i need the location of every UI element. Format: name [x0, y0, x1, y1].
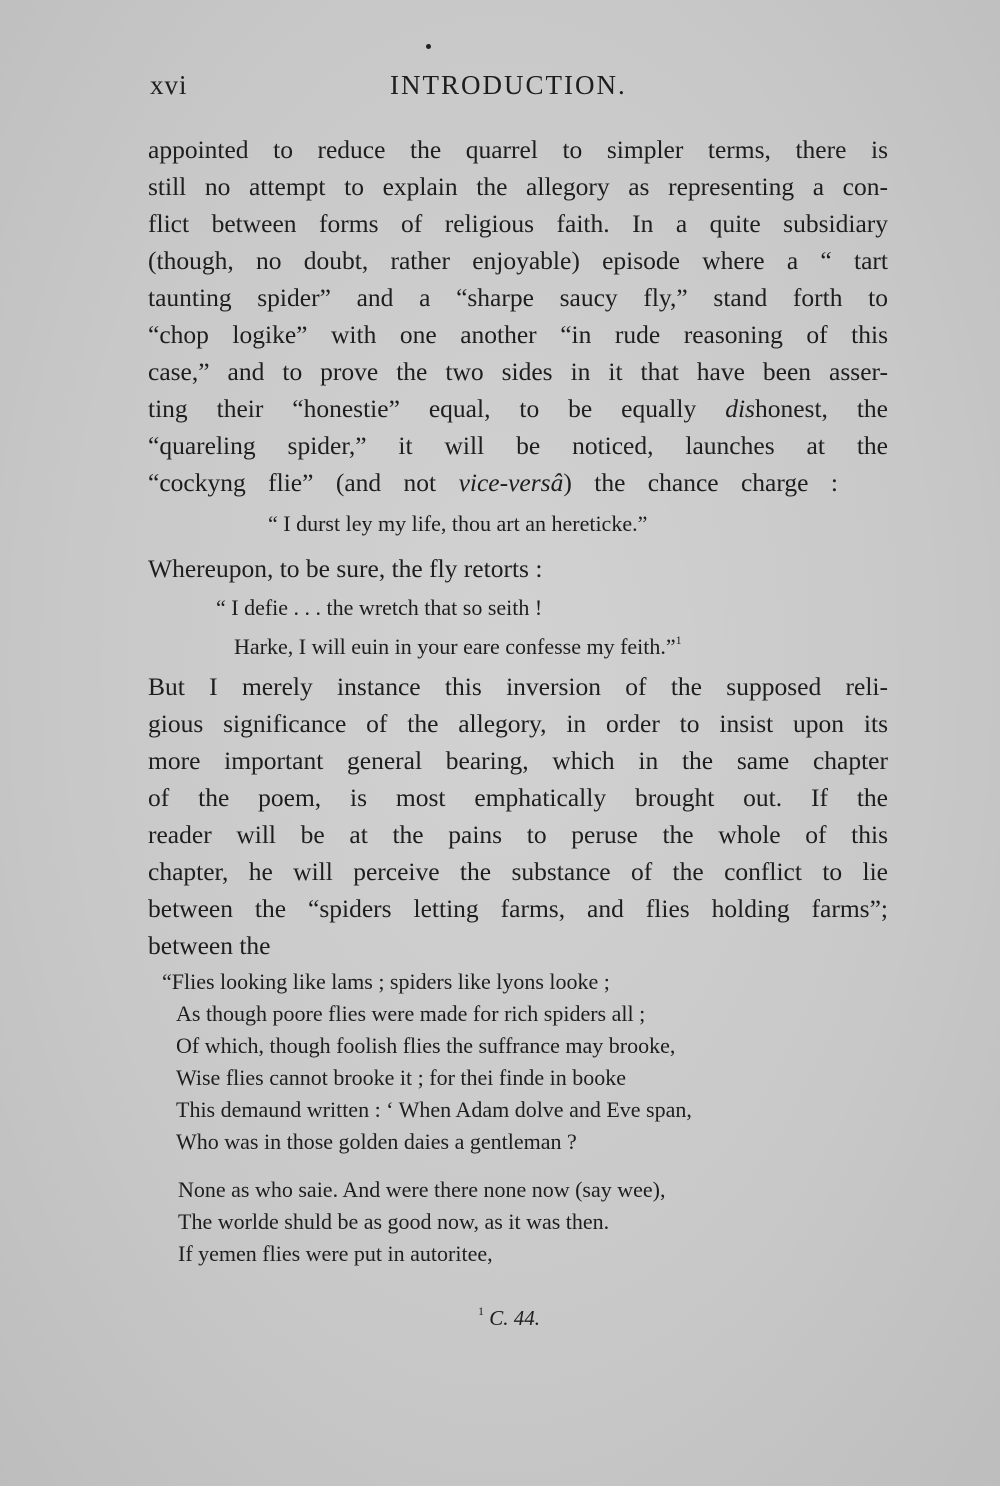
- text-line: case,” and to prove the two sides in it that have been asser-: [148, 357, 888, 386]
- verse-line: The worlde shuld be as good now, as it was then.: [178, 1209, 610, 1234]
- text-line: more important general bearing, which in the same chapter: [148, 746, 888, 775]
- verse-line: “ I durst ley my life, thou art an hereticke.”: [268, 511, 648, 536]
- page-number: xvi: [150, 70, 188, 100]
- footnote-reference: 1: [675, 633, 682, 647]
- verse-line: “ I defie . . . the wretch that so seith !: [216, 595, 543, 620]
- verse-line: “Flies looking like lams ; spiders like lyons looke ;: [162, 969, 610, 994]
- page-header: [150, 70, 890, 110]
- text-line: [148, 390, 888, 427]
- text-line: “quareling spider,” it will be noticed, launches at the: [148, 431, 888, 460]
- text-line: (though, no doubt, rather enjoyable) episode where a “ tart: [148, 246, 888, 275]
- text-line: But I merely instance this inversion of the supposed reli-: [148, 672, 888, 701]
- text-run: ting their “honestie” equal, to be equally: [148, 394, 726, 423]
- verse-line: If yemen flies were put in autoritee,: [178, 1241, 493, 1266]
- text-line: between the: [148, 931, 271, 960]
- text-line: still no attempt to explain the allegory as representing a con-: [148, 172, 888, 201]
- text-line: “chop logike” with one another “in rude reasoning of this: [148, 320, 888, 349]
- text-line: reader will be at the pains to peruse the whole of this: [148, 820, 888, 849]
- quote-fly-retort: [216, 592, 682, 663]
- text-line: gious significance of the allegory, in order to insist upon its: [148, 709, 888, 738]
- footnote-text: C. 44.: [489, 1306, 541, 1330]
- verse-line: This demaund written : ‘ When Adam dolve and Eve span,: [176, 1097, 692, 1122]
- quote-heretic: [268, 508, 647, 540]
- text-line: between the “spiders letting farms, and flies holding farms”;: [148, 894, 888, 923]
- verse-text: Harke, I will euin in your eare confesse my feith.”: [234, 634, 676, 659]
- italic-text: vice-versâ: [458, 468, 564, 497]
- text-line: [148, 464, 838, 501]
- paragraph-2: [148, 668, 888, 964]
- paragraph-1: [148, 131, 888, 501]
- text-line: of the poem, is most emphatically brought out. If the: [148, 783, 888, 812]
- paragraph-whereupon: [148, 550, 888, 587]
- text-line: appointed to reduce the quarrel to simpler terms, there is: [148, 135, 888, 164]
- verse-line: [216, 624, 682, 663]
- text-line: taunting spider” and a “sharpe saucy fly,” stand forth to: [148, 283, 888, 312]
- ink-speck: [426, 44, 431, 49]
- verse-line: Wise flies cannot brooke it ; for thei finde in booke: [176, 1065, 626, 1090]
- verse-line: As though poore flies were made for rich spiders all ;: [176, 1001, 646, 1026]
- footnote-mark: 1: [478, 1304, 484, 1318]
- text-run: ) the chance charge :: [563, 468, 838, 497]
- text-line: Whereupon, to be sure, the fly retorts :: [148, 554, 543, 583]
- footnote: [478, 1304, 540, 1331]
- verse-line: Who was in those golden daies a gentleman ?: [176, 1129, 577, 1154]
- text-line: chapter, he will perceive the substance of the conflict to lie: [148, 857, 888, 886]
- verse-line: Of which, though foolish flies the suffrance may brooke,: [176, 1033, 676, 1058]
- verse-block-1: [162, 966, 692, 1158]
- running-head: INTRODUCTION.: [390, 70, 627, 100]
- italic-text: dis: [725, 394, 755, 423]
- text-line: flict between forms of religious faith. In a quite subsidiary: [148, 209, 888, 238]
- text-run: honest, the: [754, 394, 889, 423]
- verse-line: None as who saie. And were there none now (say wee),: [178, 1177, 666, 1202]
- text-run: “cockyng flie” (and not: [148, 468, 459, 497]
- verse-block-2: [178, 1174, 666, 1270]
